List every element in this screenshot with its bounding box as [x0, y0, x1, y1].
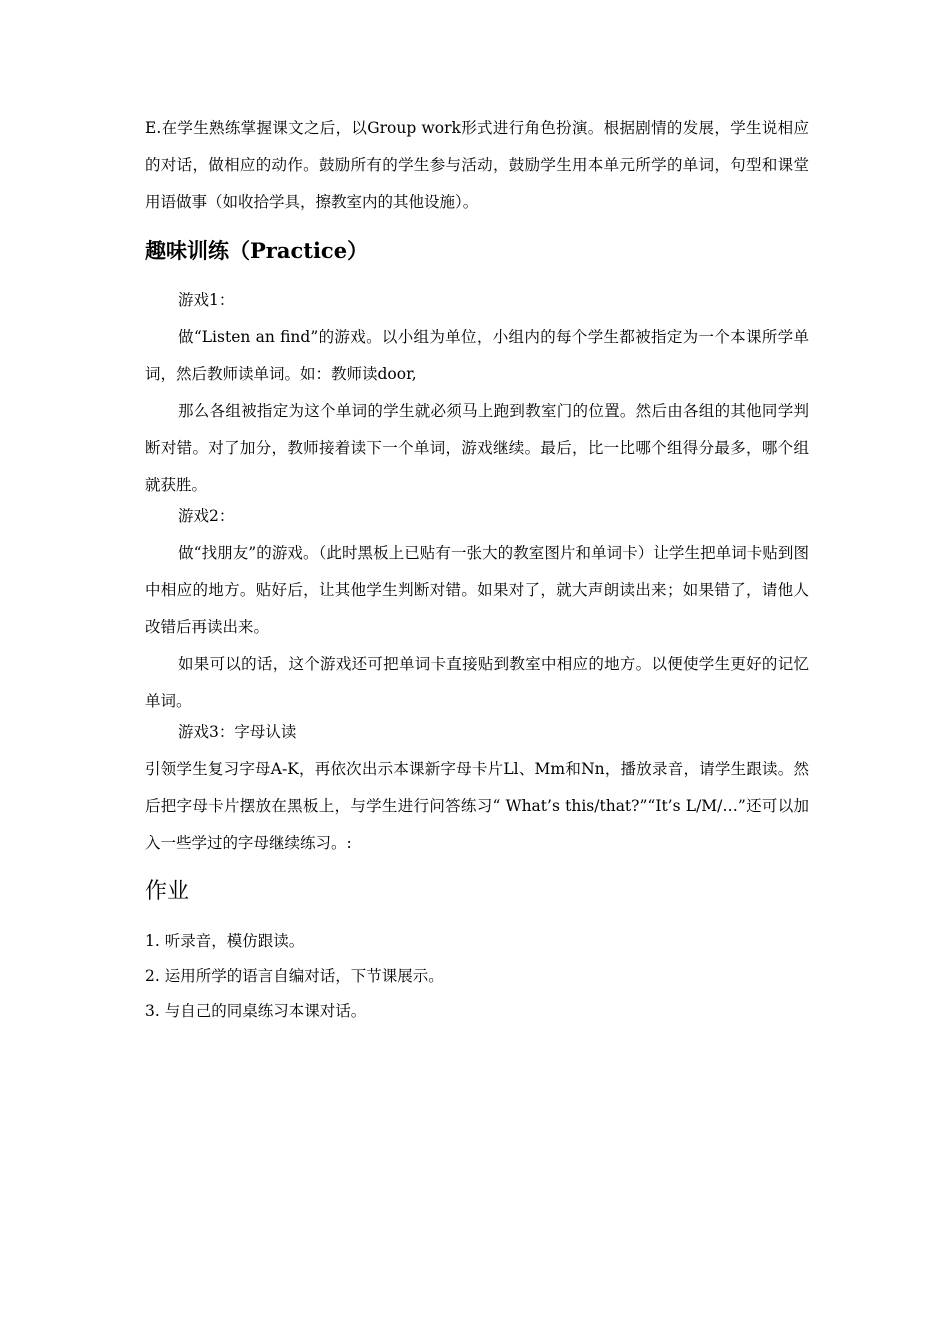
homework-item-2: 2. 运用所学的语言自编对话，下节课展示。 — [145, 967, 444, 985]
homework-list — [145, 924, 809, 1029]
game3-paragraph-1: 引领学生复习字母A-K，再依次出示本课新字母卡片Ll、Mm和Nn，播放录音，请学生跟读。然后把字母卡片摆放在黑板上，与学生进行问答练习“ What’s this/that?”“It’s L/M/…”还可以加入一些学过的字母继续练习。: — [145, 760, 809, 852]
game2-title: 游戏2： — [178, 507, 235, 525]
game1-paragraph-1: 做“Listen an find”的游戏。以小组为单位，小组内的每个学生都被指定为一个本课所学单词，然后教师读单词。如：教师读door, — [145, 328, 809, 383]
game2-section — [145, 498, 809, 720]
homework-item-3: 3. 与自己的同桌练习本课对话。 — [145, 1002, 367, 1020]
intro-section — [145, 110, 809, 221]
homework-heading: 作业 — [145, 879, 190, 904]
practice-heading: 趣味训练（Practice） — [145, 238, 369, 263]
game1-section — [145, 282, 809, 504]
game2-paragraph-2: 如果可以的话，这个游戏还可把单词卡直接贴到教室中相应的地方。以便使学生更好的记忆单词。 — [145, 655, 809, 710]
game3-title: 游戏3：字母认读 — [178, 723, 297, 741]
intro-paragraph: E.在学生熟练掌握课文之后，以Group work形式进行角色扮演。根据剧情的发展，学生说相应的对话，做相应的动作。鼓励所有的学生参与活动，鼓励学生用本单元所学的单词，句型和课堂用语做事（如收拾学具，擦教室内的其他设施）。 — [145, 119, 809, 211]
practice-section — [145, 236, 809, 266]
game2-paragraph-1: 做“找朋友”的游戏。（此时黑板上已贴有一张大的教室图片和单词卡）让学生把单词卡贴到图中相应的地方。贴好后，让其他学生判断对错。如果对了，就大声朗读出来；如果错了，请他人改错后再读出来。 — [145, 544, 809, 636]
homework-item-1: 1. 听录音，模仿跟读。 — [145, 932, 305, 950]
game1-title: 游戏1： — [178, 291, 235, 309]
game3-section — [145, 714, 809, 862]
game1-paragraph-2: 那么各组被指定为这个单词的学生就必须马上跑到教室门的位置。然后由各组的其他同学判断对错。对了加分，教师接着读下一个单词，游戏继续。最后，比一比哪个组得分最多，哪个组就获胜。 — [145, 402, 809, 494]
homework-heading-block — [145, 877, 809, 907]
